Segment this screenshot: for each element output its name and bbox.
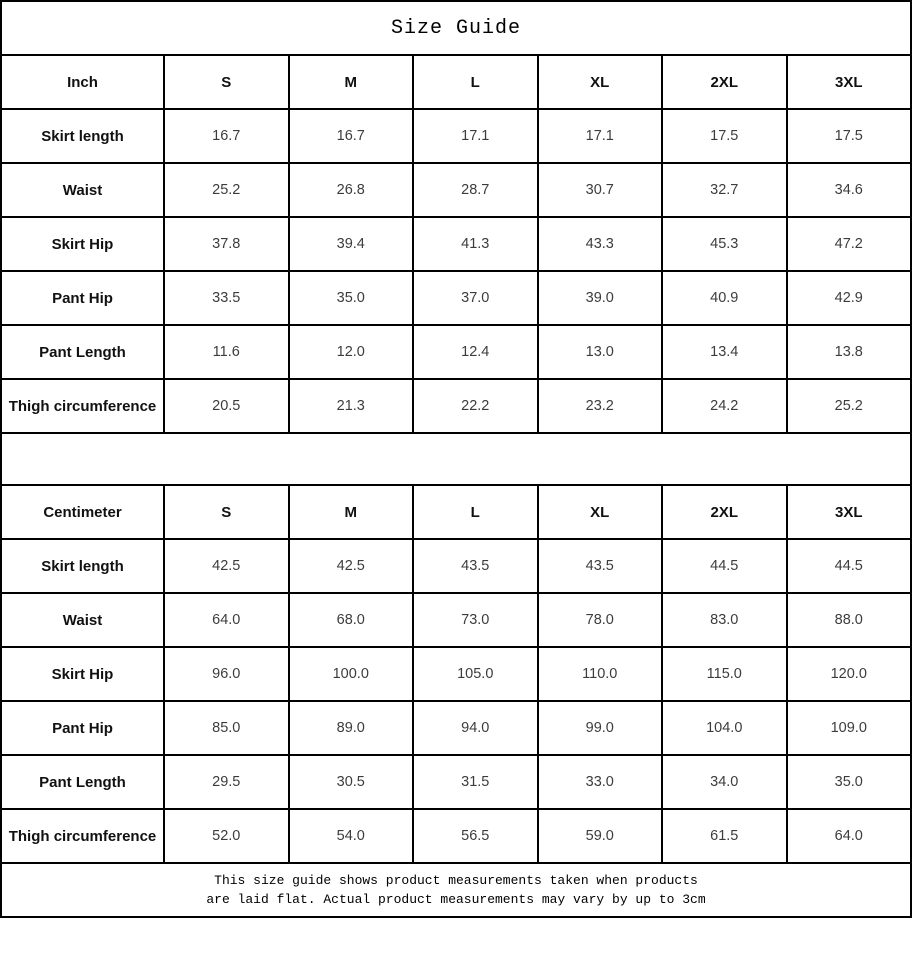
measurement-cell: 44.5: [662, 539, 787, 593]
unit-header-inch: Inch: [1, 55, 164, 109]
row-label: Skirt Hip: [1, 647, 164, 701]
row-label: Thigh circumference: [1, 379, 164, 433]
measurement-cell: 33.5: [164, 271, 289, 325]
measurement-cell: 12.0: [289, 325, 414, 379]
footer-row: [1, 863, 911, 917]
measurement-cell: 88.0: [787, 593, 912, 647]
measurement-cell: 28.7: [413, 163, 538, 217]
row-label: Pant Hip: [1, 271, 164, 325]
footer-note: [1, 863, 911, 917]
row-label: Skirt length: [1, 109, 164, 163]
unit-header-centimeter: Centimeter: [1, 485, 164, 539]
size-header-m: M: [289, 485, 414, 539]
measurement-cell: 13.0: [538, 325, 663, 379]
measurement-cell: 99.0: [538, 701, 663, 755]
row-label: Pant Length: [1, 325, 164, 379]
measurement-cell: 94.0: [413, 701, 538, 755]
measurement-cell: 32.7: [662, 163, 787, 217]
measurement-cell: 43.3: [538, 217, 663, 271]
measurement-cell: 104.0: [662, 701, 787, 755]
row-label: Waist: [1, 163, 164, 217]
measurement-cell: 64.0: [787, 809, 912, 863]
table-row: [1, 539, 911, 593]
measurement-cell: 45.3: [662, 217, 787, 271]
measurement-cell: 35.0: [787, 755, 912, 809]
measurement-cell: 85.0: [164, 701, 289, 755]
measurement-cell: 110.0: [538, 647, 663, 701]
row-label: Skirt length: [1, 539, 164, 593]
measurement-cell: 23.2: [538, 379, 663, 433]
measurement-cell: 16.7: [289, 109, 414, 163]
measurement-cell: 22.2: [413, 379, 538, 433]
page-title: Size Guide: [1, 1, 911, 55]
measurement-cell: 34.6: [787, 163, 912, 217]
measurement-cell: 43.5: [413, 539, 538, 593]
measurement-cell: 29.5: [164, 755, 289, 809]
measurement-cell: 20.5: [164, 379, 289, 433]
measurement-cell: 37.8: [164, 217, 289, 271]
measurement-cell: 30.5: [289, 755, 414, 809]
measurement-cell: 115.0: [662, 647, 787, 701]
measurement-cell: 35.0: [289, 271, 414, 325]
size-header-2xl: 2XL: [662, 485, 787, 539]
measurement-cell: 120.0: [787, 647, 912, 701]
size-header-xl: XL: [538, 485, 663, 539]
measurement-cell: 39.4: [289, 217, 414, 271]
measurement-cell: 30.7: [538, 163, 663, 217]
cm-header-row: [1, 485, 911, 539]
measurement-cell: 40.9: [662, 271, 787, 325]
measurement-cell: 42.5: [289, 539, 414, 593]
measurement-cell: 89.0: [289, 701, 414, 755]
measurement-cell: 21.3: [289, 379, 414, 433]
size-header-3xl: 3XL: [787, 55, 912, 109]
table-row: [1, 217, 911, 271]
size-header-l: L: [413, 55, 538, 109]
measurement-cell: 109.0: [787, 701, 912, 755]
measurement-cell: 13.8: [787, 325, 912, 379]
measurement-cell: 105.0: [413, 647, 538, 701]
measurement-cell: 47.2: [787, 217, 912, 271]
size-header-2xl: 2XL: [662, 55, 787, 109]
measurement-cell: 54.0: [289, 809, 414, 863]
row-label: Pant Length: [1, 755, 164, 809]
table-row: [1, 271, 911, 325]
measurement-cell: 11.6: [164, 325, 289, 379]
measurement-cell: 64.0: [164, 593, 289, 647]
measurement-cell: 25.2: [164, 163, 289, 217]
footer-line-2: are laid flat. Actual product measurements may vary by up to 3cm: [206, 892, 706, 907]
size-header-xl: XL: [538, 55, 663, 109]
size-header-s: S: [164, 55, 289, 109]
measurement-cell: 26.8: [289, 163, 414, 217]
measurement-cell: 37.0: [413, 271, 538, 325]
measurement-cell: 34.0: [662, 755, 787, 809]
table-row: [1, 593, 911, 647]
table-row: [1, 701, 911, 755]
size-header-s: S: [164, 485, 289, 539]
measurement-cell: 33.0: [538, 755, 663, 809]
title-row: [1, 1, 911, 55]
inch-header-row: [1, 55, 911, 109]
measurement-cell: 24.2: [662, 379, 787, 433]
measurement-cell: 42.9: [787, 271, 912, 325]
table-row: [1, 755, 911, 809]
measurement-cell: 44.5: [787, 539, 912, 593]
measurement-cell: 13.4: [662, 325, 787, 379]
measurement-cell: 100.0: [289, 647, 414, 701]
measurement-cell: 59.0: [538, 809, 663, 863]
table-row: [1, 325, 911, 379]
measurement-cell: 56.5: [413, 809, 538, 863]
table-row: [1, 379, 911, 433]
measurement-cell: 96.0: [164, 647, 289, 701]
measurement-cell: 25.2: [787, 379, 912, 433]
size-header-3xl: 3XL: [787, 485, 912, 539]
table-row: [1, 647, 911, 701]
row-label: Thigh circumference: [1, 809, 164, 863]
measurement-cell: 52.0: [164, 809, 289, 863]
measurement-cell: 61.5: [662, 809, 787, 863]
row-label: Pant Hip: [1, 701, 164, 755]
measurement-cell: 42.5: [164, 539, 289, 593]
footer-line-1: This size guide shows product measurements taken when products: [214, 873, 698, 888]
measurement-cell: 39.0: [538, 271, 663, 325]
measurement-cell: 17.5: [787, 109, 912, 163]
measurement-cell: 17.5: [662, 109, 787, 163]
measurement-cell: 68.0: [289, 593, 414, 647]
table-row: [1, 809, 911, 863]
spacer-row: [1, 433, 911, 485]
measurement-cell: 17.1: [413, 109, 538, 163]
row-label: Skirt Hip: [1, 217, 164, 271]
measurement-cell: 12.4: [413, 325, 538, 379]
measurement-cell: 83.0: [662, 593, 787, 647]
spacer-cell: [1, 433, 911, 485]
measurement-cell: 43.5: [538, 539, 663, 593]
table-row: [1, 163, 911, 217]
size-header-l: L: [413, 485, 538, 539]
size-header-m: M: [289, 55, 414, 109]
measurement-cell: 17.1: [538, 109, 663, 163]
table-row: [1, 109, 911, 163]
measurement-cell: 78.0: [538, 593, 663, 647]
measurement-cell: 73.0: [413, 593, 538, 647]
measurement-cell: 41.3: [413, 217, 538, 271]
measurement-cell: 31.5: [413, 755, 538, 809]
measurement-cell: 16.7: [164, 109, 289, 163]
row-label: Waist: [1, 593, 164, 647]
